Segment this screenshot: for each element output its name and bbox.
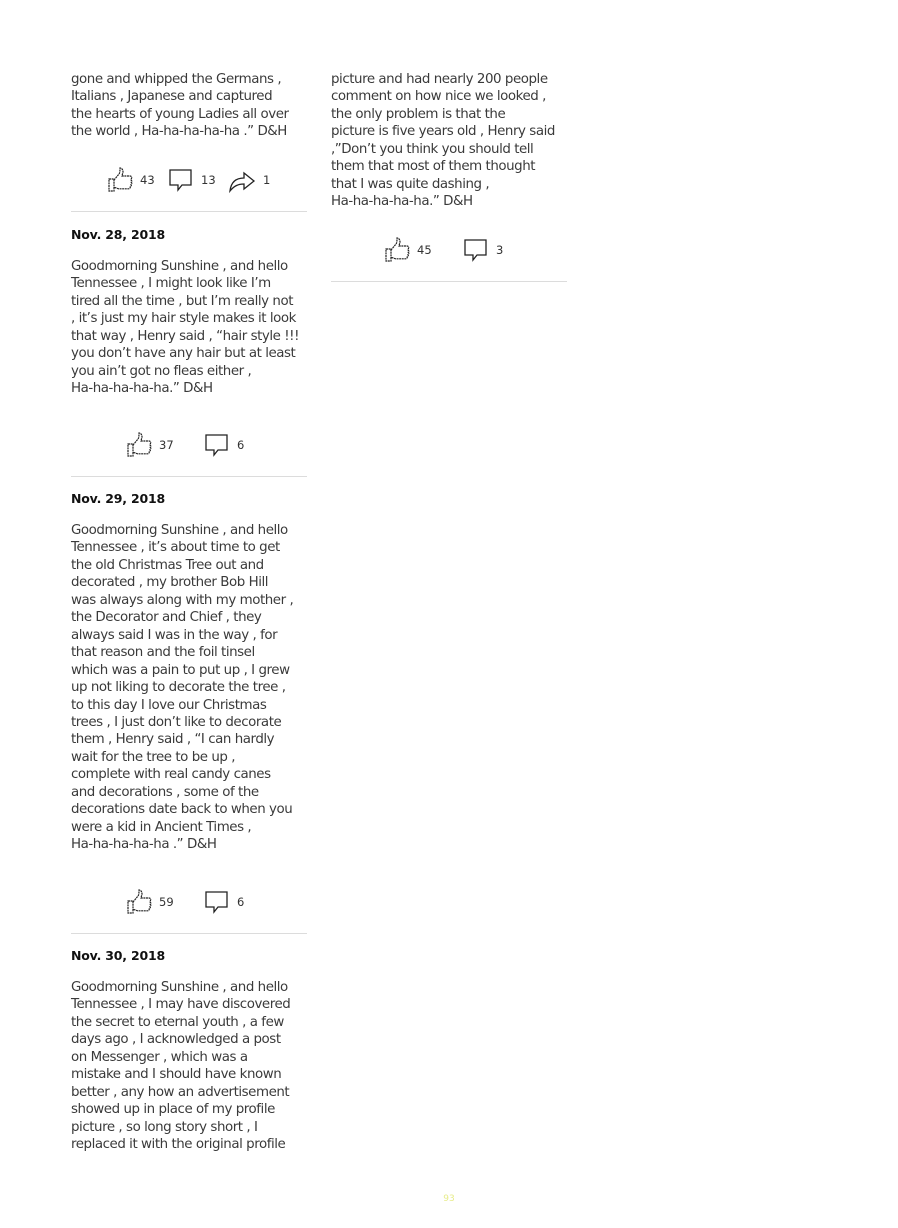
post-stats: [331, 236, 567, 266]
thumbs-up-icon: [126, 889, 152, 915]
continued-post-left: [71, 71, 307, 141]
comment-button[interactable]: 6: [204, 888, 244, 916]
divider: [71, 476, 307, 477]
post-nov-28: [71, 227, 307, 398]
post-nov-29: [71, 491, 307, 854]
post-stats: [71, 431, 307, 461]
divider: [331, 281, 567, 282]
thumbs-up-icon: [107, 167, 133, 193]
comment-icon: [204, 432, 230, 458]
thumbs-up-icon: [126, 432, 152, 458]
post-date: Nov. 29, 2018: [71, 491, 165, 506]
comment-icon: [204, 889, 230, 915]
page-number: 93: [443, 1194, 455, 1204]
like-button[interactable]: 59: [126, 888, 174, 916]
post-date: Nov. 30, 2018: [71, 948, 165, 963]
post-stats: [71, 888, 307, 918]
post-text: gone and whipped the Germans , Italians , Japanese and captured the hearts of young Ladies all over the world , Ha-ha-ha-ha-ha .” D&H: [71, 72, 289, 140]
post-text: Goodmorning Sunshine , and hello Tennessee , I may have discovered the secret to eternal youth , a few days ago , I acknowledged a post on Messenger , which was a mistake and I should have known better , any how an advertisement showed up in place of my profile picture , so long story short , I replaced it with the original profile: [71, 980, 291, 1153]
post-text: Goodmorning Sunshine , and hello Tennessee , it’s about time to get the old Christmas Tree out and decorated , my brother Bob Hill was always along with my mother , the Decorator and Chief , they always said I was in the way , for that reason and the foil tinsel which was a pain to put up , I grew up not liking to decorate the tree , to this day I love our Christmas trees , I just don’t like to decorate them , Henry said , “I can hardly wait for the tree to be up , complete with real candy canes and decorations , some of the decorations date back to when you were a kid in Ancient Times , Ha-ha-ha-ha-ha .” D&H: [71, 523, 294, 853]
comment-icon: [168, 167, 194, 193]
divider: [71, 211, 307, 212]
post-text: picture and had nearly 200 people comment on how nice we looked , the only problem is that the picture is five years old , Henry said ,”Don’t you think you should tell them that most of them thought that I was quite dashing , Ha-ha-ha-ha-ha.” D&H: [331, 72, 555, 210]
share-icon: [228, 167, 256, 193]
comment-icon: [463, 237, 489, 263]
continued-post-right: [331, 71, 567, 211]
comment-button[interactable]: 3: [463, 236, 503, 264]
share-button[interactable]: 1: [228, 166, 270, 194]
post-text: Goodmorning Sunshine , and hello Tennessee , I might look like I’m tired all the time , but I’m really not , it’s just my hair style makes it look that way , Henry said , “hair style !!! you don’t have any hair but at least you ain’t got no fleas either , Ha-ha-ha-ha-ha.” D&H: [71, 259, 299, 397]
comment-button[interactable]: 13: [168, 166, 216, 194]
like-button[interactable]: 37: [126, 431, 174, 459]
like-button[interactable]: 45: [384, 236, 432, 264]
post-date: Nov. 28, 2018: [71, 227, 165, 242]
divider: [71, 933, 307, 934]
comment-button[interactable]: 6: [204, 431, 244, 459]
thumbs-up-icon: [384, 237, 410, 263]
like-button[interactable]: 43: [107, 166, 155, 194]
post-stats: [71, 166, 307, 196]
post-nov-30: [71, 948, 307, 1154]
